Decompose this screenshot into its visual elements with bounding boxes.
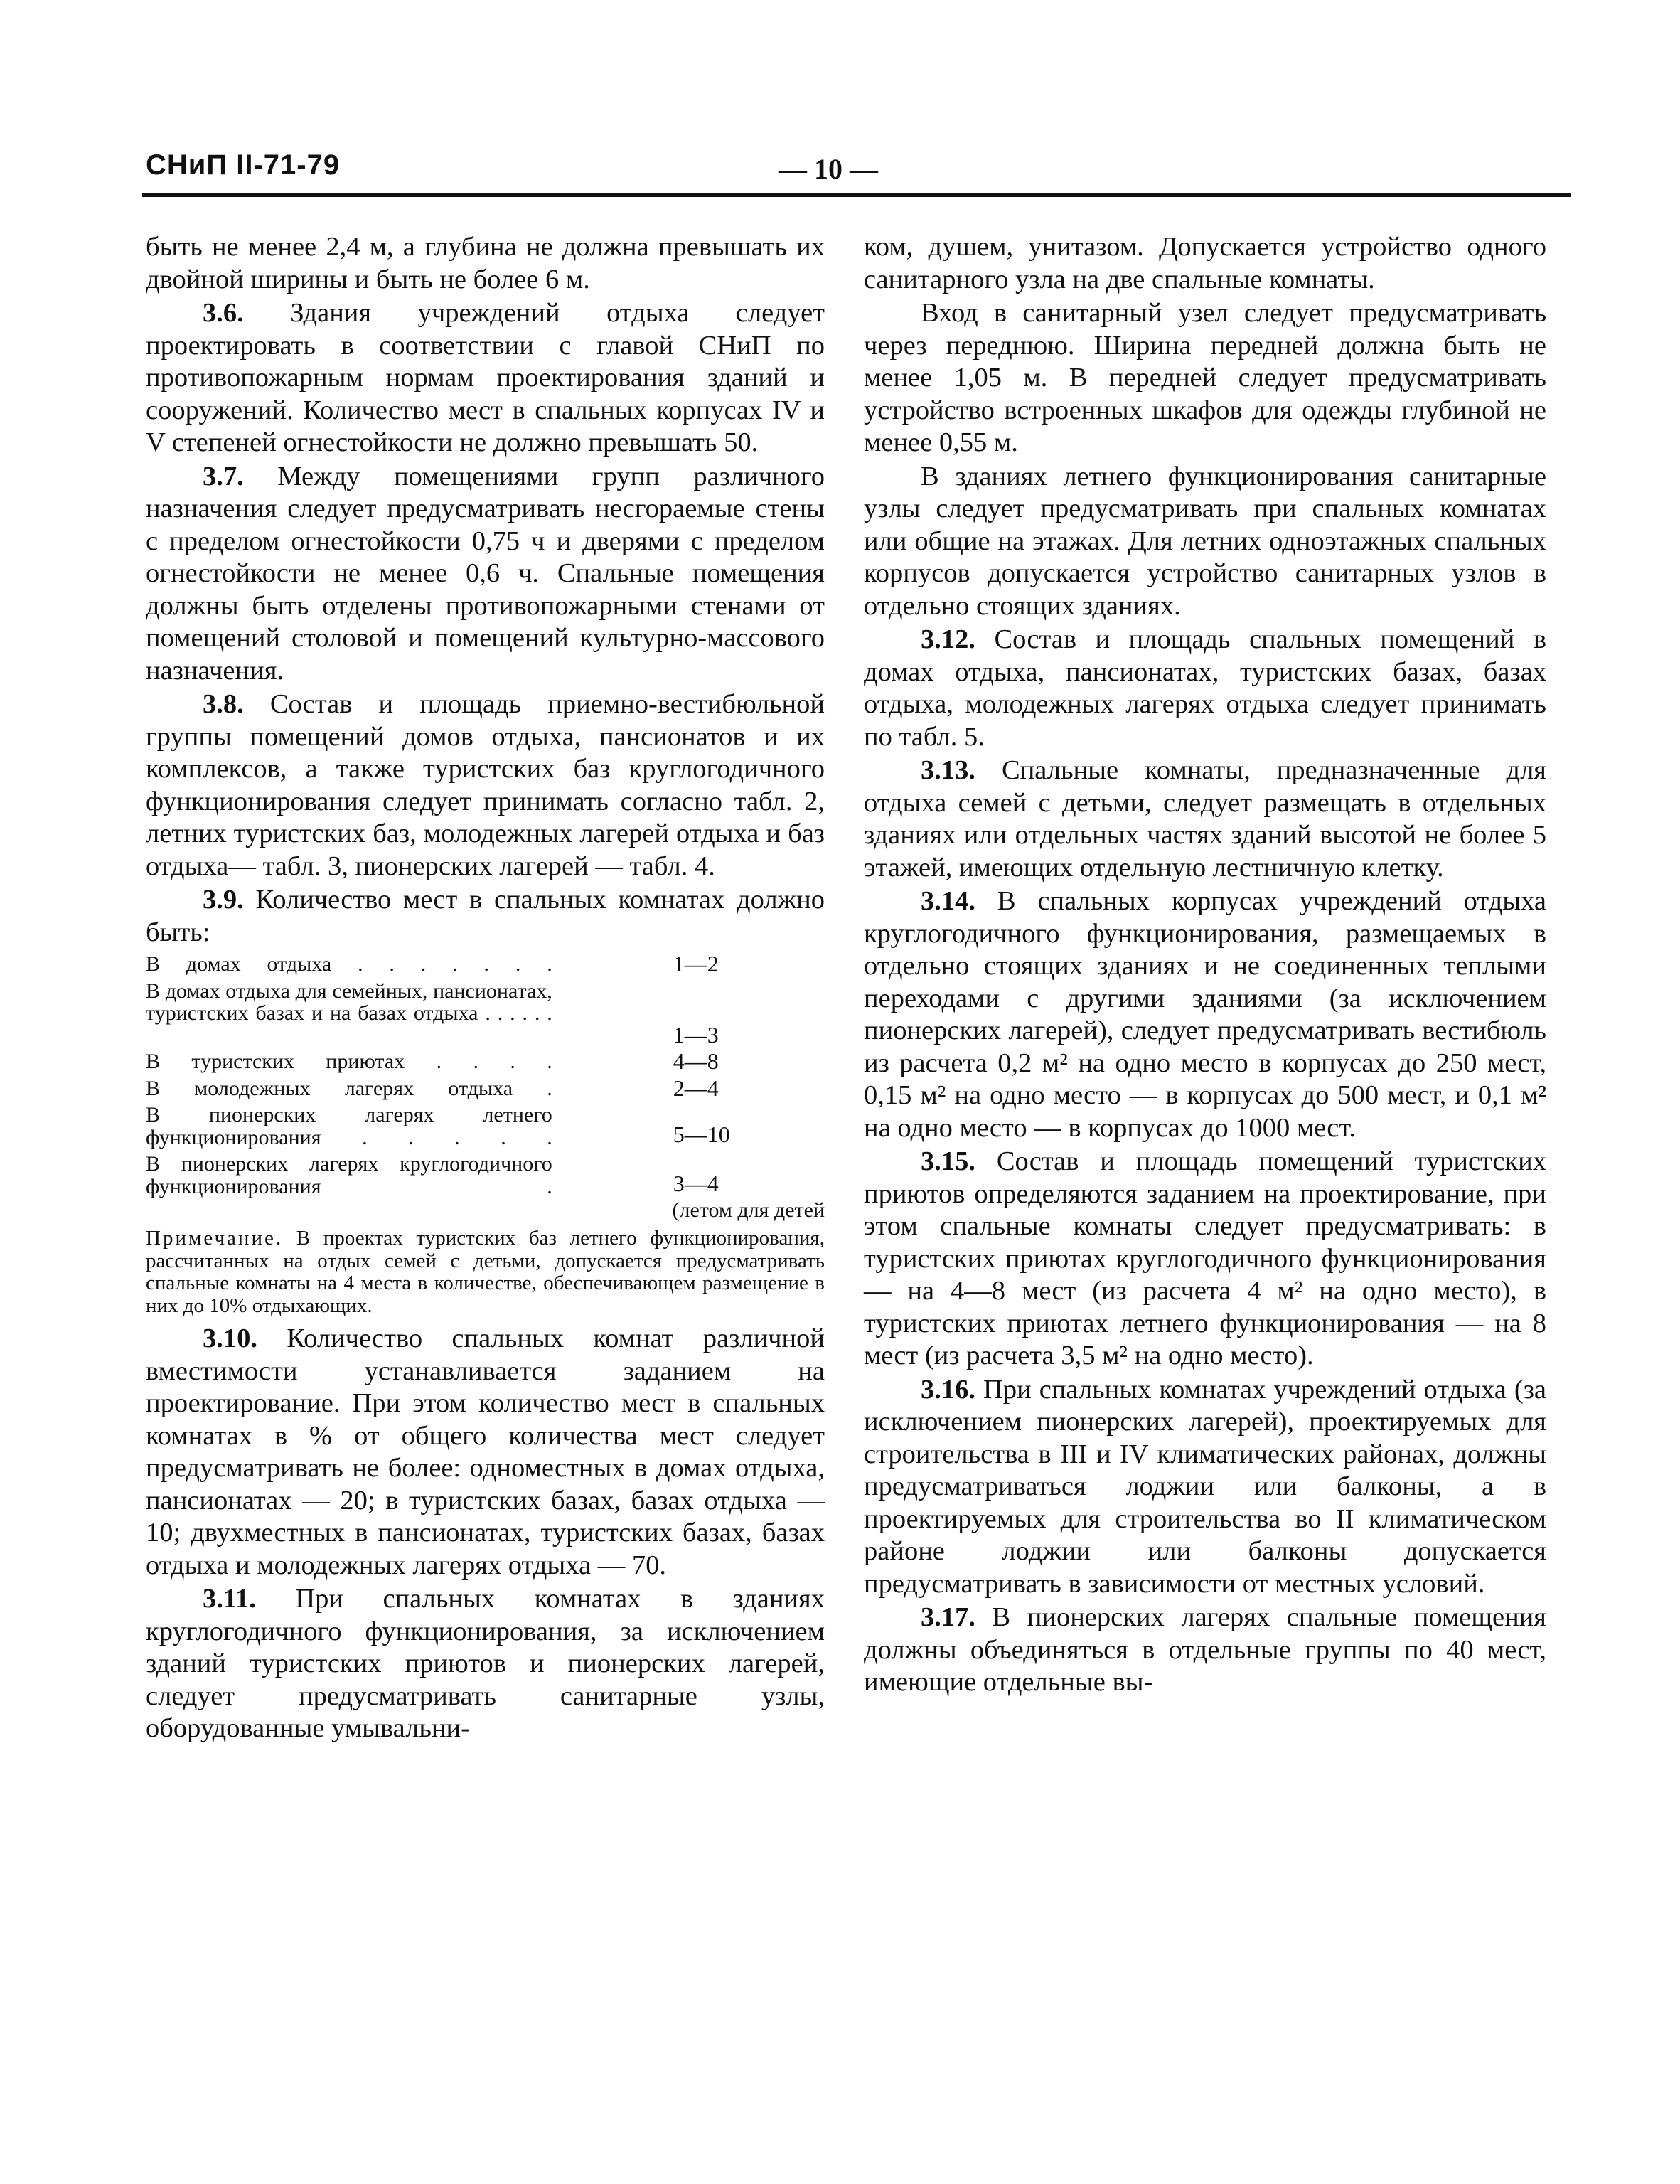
section-number: 3.9. [203, 885, 244, 915]
section-text: Состав и площадь помещений туристских приютов определяются заданием на проектирование, при этом спальные комнаты следует предусматривать: в туристских приютах круглогодичного функционирования— на 4—8 мест (из расчета 4 м² на одно место), в туристских приютах летнего функционирования — на 8 мест (из расчета 3,5 м² на одно место). [864, 1146, 1546, 1370]
paragraph-continuation: ком, душем, унитазом. Допускается устройство одного санитарного узла на две спальные комнаты. [864, 232, 1546, 294]
left-column [146, 231, 825, 1747]
list-item-value: 1—2 [673, 951, 719, 976]
section-text: В пионерских лагерях спальные помещения должны объединяться в отдельные группы по 40 мест, имеющие отдельные вы- [864, 1602, 1546, 1697]
note-label: Примечание. [146, 1227, 284, 1250]
list-item [146, 1104, 825, 1149]
section-number: 3.7. [203, 461, 244, 491]
section-text: Спальные комнаты, предназначенные для отдыха семей с детьми, следует размещать в отдельных зданиях или отдельных частях зданий высотой не более 5 этажей, имеющих отдельную лестничную клетку. [864, 755, 1546, 883]
section-text: При спальных комнатах в зданиях круглогодичного функционирования, за исключением зданий туристских приютов и пионерских лагерей, следует предусматривать санитарные узлы, оборудованные умывальни- [146, 1584, 825, 1743]
section-text: Здания учреждений отдыха следует проектировать в соответствии с главой СНиП по противопожарным нормам проектирования зданий и сооружений. Количество мест в спальных корпусах IV и V степеней огнестойкости не должно превышать 50. [146, 298, 825, 457]
section-3-9 [146, 884, 825, 949]
section-text: Количество спальных комнат различной вместимости устанавливается заданием на проектирование. При этом количество мест в спальных комнатах в % от общего количества мест следует предусматривать не более: одноместных в домах отдыха, пансионатах — 20; в туристских базах, базах отдыха — 10; двухместных в пансионатах, туристских базах, базах отдыха и молодежных лагерях отдыха — 70. [146, 1323, 825, 1580]
section-3-16 [864, 1374, 1546, 1601]
note [146, 1227, 825, 1317]
section-3-7 [146, 461, 825, 688]
section-3-8 [146, 688, 825, 883]
section-text: Состав и площадь приемно-вестибюльной группы помещений домов отдыха, пансионатов и их комплексов, а также туристских баз круглогодичного функционирования следует принимать согласно табл. 2, летних туристских баз, молодежных лагерей отдыха и баз отдыха— табл. 3, пионерских лагерей — табл. 4. [146, 689, 825, 881]
list-item [146, 980, 825, 1047]
list-item-value: 4—8 [673, 1048, 719, 1074]
section-number: 3.16. [921, 1374, 975, 1405]
section-text: Между помещениями групп различного назначения следует предусматривать несгораемые стены с пределом огнестойкости 0,75 ч и дверями с пределом огнестойкости не менее 0,6 ч. Спальные помещения должны быть отделены противопожарными стенами от помещений столовой и помещений культурно-массового назначения. [146, 461, 825, 686]
section-text: При спальных комнатах учреждений отдыха (за исключением пионерских лагерей), проектируемых для строительства в III и IV климатических районах, должны предусматриваться лоджии или балконы, а в проектируемых для строительства во II климатическом районе лоджии или балконы допускается предусматривать в зависимости от местных условий. [864, 1374, 1546, 1599]
page-number: — 10 — [779, 153, 878, 185]
paragraph: Вход в санитарный узел следует предусматривать через переднюю. Ширина передней должна быть не менее 1,05 м. В передней следует предусматривать устройство встроенных шкафов для одежды глубиной не менее 0,55 м. [864, 298, 1546, 457]
header-rule [142, 193, 1571, 197]
section-number: 3.17. [921, 1602, 975, 1632]
list-item-label: В пионерских лагерях летнего функционирования . . . . . [146, 1103, 552, 1149]
section-text: В спальных корпусах учреждений отдыха круглогодичного функционирования, размещаемых в отдельно стоящих зданиях и не соединенных теплыми переходами с другими зданиями (за исключением пионерских лагерей), следует предусматривать вестибюль из расчета 0,2 м² на одно место в корпусах до 250 мест, 0,15 м² на одно место — в корпусах до 500 мест, и 0,1 м² на одно место — в корпусах до 1000 мест. [864, 886, 1546, 1143]
section-text: Состав и площадь спальных помещений в домах отдыха, пансионатах, туристских базах, базах отдыха, молодежных лагерях отдыха следует принимать по табл. 5. [864, 624, 1546, 752]
section-3-6 [146, 297, 825, 459]
section-number: 3.15. [921, 1146, 975, 1176]
right-column [864, 231, 1546, 1700]
section-3-15 [864, 1146, 1546, 1373]
section-number: 3.8. [203, 689, 244, 719]
list-item-label: В домах отдыха . . . . . . . [146, 952, 552, 976]
paragraph: В зданиях летнего функционирования санитарные узлы следует предусматривать при спальных комнатах или общие на этажах. Для летних одноэтажных спальных корпусов допускается устройство санитарных узлов в отдельно стоящих зданиях. [864, 461, 1546, 621]
list-item [146, 1153, 825, 1198]
note-text: В проектах туристских баз летнего функционирования, рассчитанных на отдых семей с детьми, допускается предусматривать спальные комнаты на 4 места в количестве, обеспечивающем размещение в них до 10% отдыхающих. [146, 1227, 825, 1317]
section-number: 3.13. [921, 755, 975, 785]
section-text: Количество мест в спальных комнатах должно быть: [146, 885, 825, 947]
list-item-value: 5—10 [673, 1122, 730, 1147]
section-3-11 [146, 1583, 825, 1745]
places-list [146, 953, 825, 1198]
section-3-17 [864, 1602, 1546, 1699]
section-3-14 [864, 885, 1546, 1144]
list-item-label: В туристских приютах . . . . [146, 1050, 552, 1073]
list-item-value: 3—4 [673, 1171, 719, 1196]
section-number: 3.6. [203, 298, 244, 328]
list-item-label: В домах отдыха для семейных, пансионатах, туристских базах и на базах отдыха . . . . . . [146, 979, 552, 1025]
list-note: (летом для детей [672, 1198, 825, 1222]
list-item-value: 2—4 [673, 1075, 719, 1101]
list-item-label: В молодежных лагерях отдыха . [146, 1076, 552, 1100]
list-item [146, 1050, 825, 1073]
list-item-label: В пионерских лагерях круглогодичного функционирования . [146, 1152, 552, 1198]
page-header [146, 149, 1568, 192]
section-3-12 [864, 624, 1546, 753]
section-number: 3.10. [203, 1323, 257, 1353]
section-number: 3.12. [921, 624, 975, 654]
section-3-10 [146, 1323, 825, 1582]
list-item-value: 1—3 [673, 1021, 719, 1048]
section-number: 3.11. [203, 1584, 256, 1614]
section-number: 3.14. [921, 886, 975, 916]
paragraph-continuation: быть не менее 2,4 м, а глубина не должна превышать их двойной ширины и быть не более 6 м. [146, 232, 825, 294]
list-item [146, 1077, 825, 1100]
list-item [146, 953, 825, 976]
section-3-13 [864, 755, 1546, 884]
document-code: СНиП II-71-79 [146, 149, 341, 181]
